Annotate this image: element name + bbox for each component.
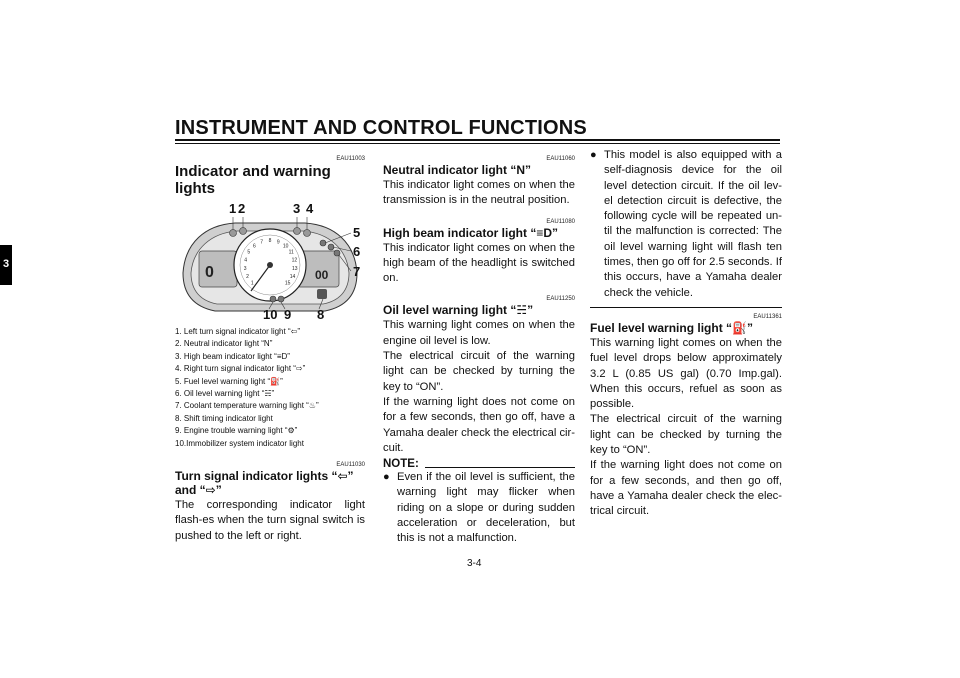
note-bullet-text: Even if the oil level is sufficient, the warning light may flicker when riding on a slope or during sudden acceleration or deceleration, but this is not a malfunction. xyxy=(397,471,575,545)
tach-numeral: 14 xyxy=(289,273,296,280)
callout-10: 10 xyxy=(263,307,278,322)
section-title: Indicator and warning lights xyxy=(175,163,331,197)
fuel-level-text-2: The electrical circuit of the warning light can be checked by turning the key to “ON”. xyxy=(590,413,782,457)
callout-6: 6 xyxy=(353,244,361,259)
turn-signal-text: The corresponding indicator light flash-es when the turn signal switch is pushed to the left or right. xyxy=(175,499,365,542)
note-end-rule xyxy=(590,307,782,308)
tach-numeral: 6 xyxy=(253,243,256,250)
tach-numeral: 8 xyxy=(268,238,272,244)
note-bullet xyxy=(383,470,575,546)
instrument-cluster-figure xyxy=(175,203,365,320)
chapter-tab-number: 3 xyxy=(2,258,10,270)
tach-numeral: 2 xyxy=(246,273,249,280)
self-diagnosis-bullet xyxy=(590,148,782,301)
ref-code: EAU11361 xyxy=(753,313,782,320)
legend-item: 3. High beam indicator light “≡D” xyxy=(175,351,290,361)
tach-numeral: 7 xyxy=(260,239,264,246)
tach-numeral: 11 xyxy=(288,249,294,256)
tach-numeral: 1 xyxy=(250,280,254,287)
legend-item: 5. Fuel level warning light “⛽” xyxy=(175,376,283,386)
header-rule-thick xyxy=(175,139,780,141)
figure-legend xyxy=(175,326,365,450)
tach-numeral: 4 xyxy=(244,257,247,264)
legend-item: 2. Neutral indicator light “N” xyxy=(175,339,273,349)
neutral-text: This indicator light comes on when the transmission is in the neutral position. xyxy=(383,179,575,207)
tach-numeral: 9 xyxy=(276,239,280,246)
instrument-cluster-drawing xyxy=(175,203,365,320)
tach-numeral: 15 xyxy=(284,280,291,287)
callout-8: 8 xyxy=(317,307,325,322)
oil-level-heading: Oil level warning light “☵” xyxy=(383,303,534,318)
ref-code: EAU11250 xyxy=(546,296,575,303)
note-rule xyxy=(425,460,575,468)
callout-2: 2 xyxy=(238,201,246,216)
oil-level-text-2: The electrical circuit of the warning light can be checked by turning the key to “ON”. xyxy=(383,350,575,393)
tach-numeral: 3 xyxy=(243,265,247,272)
oil-level-text-1: This warning light comes on when the engine oil level is low. xyxy=(383,319,575,347)
ref-code: EAU11080 xyxy=(546,218,575,225)
ref-code: EAU11030 xyxy=(336,462,365,469)
legend-item: 8. Shift timing indicator light xyxy=(175,413,273,423)
bullet-dot-icon: ● xyxy=(590,149,597,161)
callout-3: 3 xyxy=(293,201,301,216)
tach-numeral: 12 xyxy=(291,257,298,264)
lcd-right-digits: 00 xyxy=(315,268,329,282)
note-label: NOTE: xyxy=(383,458,419,471)
callout-7: 7 xyxy=(353,264,361,279)
legend-item: 7. Coolant temperature warning light “♨” xyxy=(175,401,319,411)
legend-item: 10.Immobilizer system indicator light xyxy=(175,438,304,448)
oil-level-text-3: If the warning light does not come on for a few seconds, then go off, have a Yamaha dealer check the electrical cir-cuit. xyxy=(383,395,575,454)
callout-4: 4 xyxy=(306,201,314,216)
column-3 xyxy=(590,148,782,520)
fuel-level-text-1: This warning light comes on when the fuel level drops below approximately 3.2 L (0.85 US gal) (0.70 Imp.gal). When this occurs, refuel as soon as possible. xyxy=(590,336,782,411)
header-rule-thin xyxy=(175,143,780,144)
note-header xyxy=(383,458,575,470)
column-2 xyxy=(383,148,575,547)
lcd-left-digit: 0 xyxy=(205,264,214,281)
page-number: 3-4 xyxy=(467,558,482,569)
tach-numeral: 13 xyxy=(292,265,298,272)
callout-5: 5 xyxy=(353,225,361,240)
column-1 xyxy=(175,148,365,544)
page-header-title: INSTRUMENT AND CONTROL FUNCTIONS xyxy=(175,117,587,139)
high-beam-heading: High beam indicator light “≡D” xyxy=(383,225,559,240)
callout-9: 9 xyxy=(284,307,292,322)
fuel-level-text-3: If the warning light does not come on for a few seconds, and then go off, have a Yamaha dealer check the elec-trical circuit. xyxy=(590,459,782,518)
tach-numeral: 5 xyxy=(247,249,251,256)
legend-item: 1. Left turn signal indicator light “⇦” xyxy=(175,327,300,336)
bullet-dot-icon: ● xyxy=(383,471,390,484)
legend-item: 4. Right turn signal indicator light “⇨” xyxy=(175,364,306,374)
callout-1: 1 xyxy=(229,201,237,216)
ref-code: EAU11003 xyxy=(336,156,365,162)
legend-item: 9. Engine trouble warning light “⚙” xyxy=(175,426,298,436)
high-beam-text: This indicator light comes on when the high beam of the headlight is switched on. xyxy=(383,241,575,285)
tach-numeral: 10 xyxy=(282,243,289,250)
legend-item: 6. Oil level warning light “☵” xyxy=(175,389,275,399)
ref-code: EAU11060 xyxy=(546,156,575,162)
self-diagnosis-text: This model is also equipped with a self-diagnosis device for the oil level detection circuit. If the oil lev-el detection circuit is defective, the following cycle will be repeated un-til the malfunction is corrected: The oil level warning light will flash ten times, then go off for 2.5 seconds. If this occurs, have a Yamaha dealer check the vehicle. xyxy=(604,149,782,299)
turn-signal-heading: Turn signal indicator lights “⇦” and “⇨” xyxy=(175,469,354,498)
fuel-level-heading: Fuel level warning light “⛽” xyxy=(590,320,753,335)
neutral-heading: Neutral indicator light “N” xyxy=(383,163,532,177)
